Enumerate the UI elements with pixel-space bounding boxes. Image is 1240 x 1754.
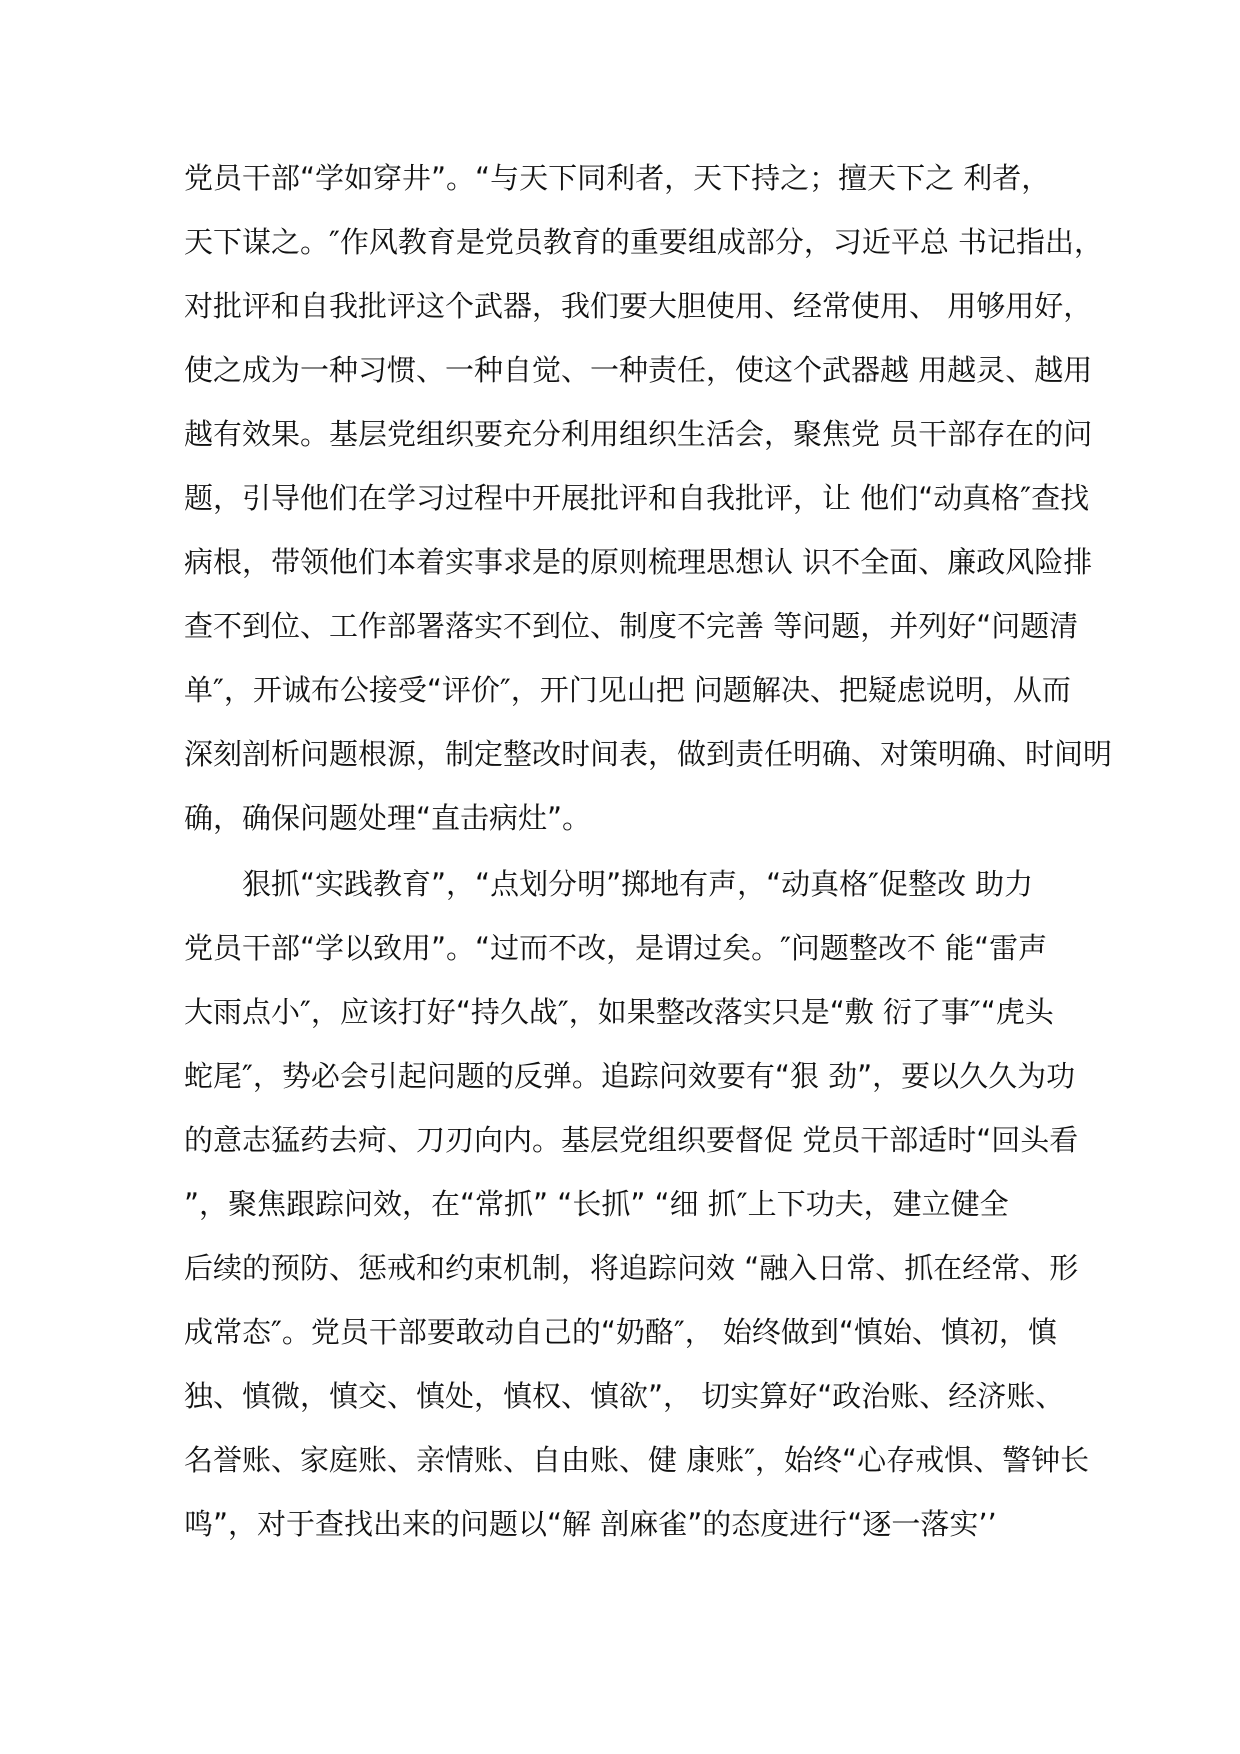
- line-text: 党员干部“学以致用”。“过而不改，是谓过矣。″问题整改不 能“雷声: [184, 931, 1048, 965]
- paragraph-1: [184, 146, 1113, 850]
- paragraph-line: [184, 274, 1093, 338]
- paragraph-line: [184, 466, 1090, 530]
- paragraph-line: [184, 1492, 1064, 1556]
- line-text: 的意志猛药去疴、刀刃向内。基层党组织要督促 党员干部适时“回头看: [184, 1123, 1079, 1157]
- line-text: ”，聚焦跟踪问效，在“常抓” “长抓” “细 抓″上下功夫，建立健全: [184, 1187, 1009, 1221]
- line-text: 深刻剖析问题根源，制定整改时间表，做到责任明确、对策明确、时间明: [184, 737, 1113, 771]
- line-text: 蛇尾″，势必会引起问题的反弹。追踪问效要有“狠 劲”，要以久久为功: [184, 1059, 1076, 1093]
- paragraph-line: [184, 210, 1104, 274]
- line-text: 独、慎微，慎交、慎处，慎权、慎欲”， 切实算好“政治账、经济账、: [184, 1379, 1065, 1413]
- line-text: 大雨点小″，应该打好“持久战″，如果整改落实只是“敷 衍了事″“虎头: [184, 995, 1054, 1029]
- line-text: 对批评和自我批评这个武器，我们要大胆使用、经常使用、 用够用好，: [184, 289, 1093, 323]
- paragraph-line: [184, 1044, 1076, 1108]
- paragraph-line: [184, 1172, 1064, 1236]
- paragraph-line: [184, 658, 1071, 722]
- paragraph-line: [184, 402, 1093, 466]
- line-text: 名誉账、家庭账、亲情账、自由账、健 康账″，始终“心存戒惧、警钟长: [184, 1443, 1090, 1477]
- line-text: 狠抓“实践教育”，“点划分明”掷地有声，“动真格″促整改 助力: [242, 867, 1034, 901]
- paragraph-line: [184, 852, 1064, 916]
- line-text: 后续的预防、惩戒和约束机制，将追踪问效 “融入日常、抓在经常、形: [184, 1251, 1079, 1285]
- paragraph-line: [184, 980, 1064, 1044]
- line-text: 使之成为一种习惯、一种自觉、一种责任，使这个武器越 用越灵、越用: [184, 353, 1093, 387]
- paragraph-line: [184, 146, 1064, 210]
- line-text: 成常态″。党员干部要敢动自己的“奶酪″， 始终做到“慎始、慎初，慎: [184, 1315, 1057, 1349]
- paragraph-line: [184, 338, 1093, 402]
- paragraph-line: [184, 786, 1064, 850]
- line-text: 天下谋之。″作风教育是党员教育的重要组成部分，习近平总 书记指出，: [184, 225, 1104, 259]
- line-text: 单″，开诚布公接受“评价″，开门见山把 问题解决、把疑虑说明，从而: [184, 673, 1071, 707]
- paragraph-line: [184, 1300, 1064, 1364]
- line-text: 题，引导他们在学习过程中开展批评和自我批评，让 他们“动真格″查找: [184, 481, 1090, 515]
- paragraph-line: [184, 1364, 1064, 1428]
- line-text: 鸣”，对于查找出来的问题以“解 剖麻雀”的态度进行“逐一落实’’: [184, 1507, 997, 1541]
- paragraph-line: [184, 1108, 1079, 1172]
- paragraph-line: [184, 722, 1113, 786]
- line-text: 查不到位、工作部署落实不到位、制度不完善 等问题，并列好“问题清: [184, 609, 1079, 643]
- paragraph-line: [184, 916, 1064, 980]
- line-text: 病根，带领他们本着实事求是的原则梳理思想认 识不全面、廉政风险排: [184, 545, 1093, 579]
- paragraph-line: [184, 1428, 1090, 1492]
- document-body: [184, 146, 1113, 1556]
- paragraph-2: [184, 852, 1090, 1556]
- paragraph-line: [184, 530, 1093, 594]
- line-text: 党员干部“学如穿井”。“与天下同利者，天下持之；擅天下之 利者，: [184, 161, 1051, 195]
- paragraph-line: [184, 594, 1079, 658]
- line-text: 越有效果。基层党组织要充分利用组织生活会，聚焦党 员干部存在的问: [184, 417, 1093, 451]
- paragraph-line: [184, 1236, 1079, 1300]
- line-text: 确，确保问题处理“直击病灶”。: [184, 801, 592, 835]
